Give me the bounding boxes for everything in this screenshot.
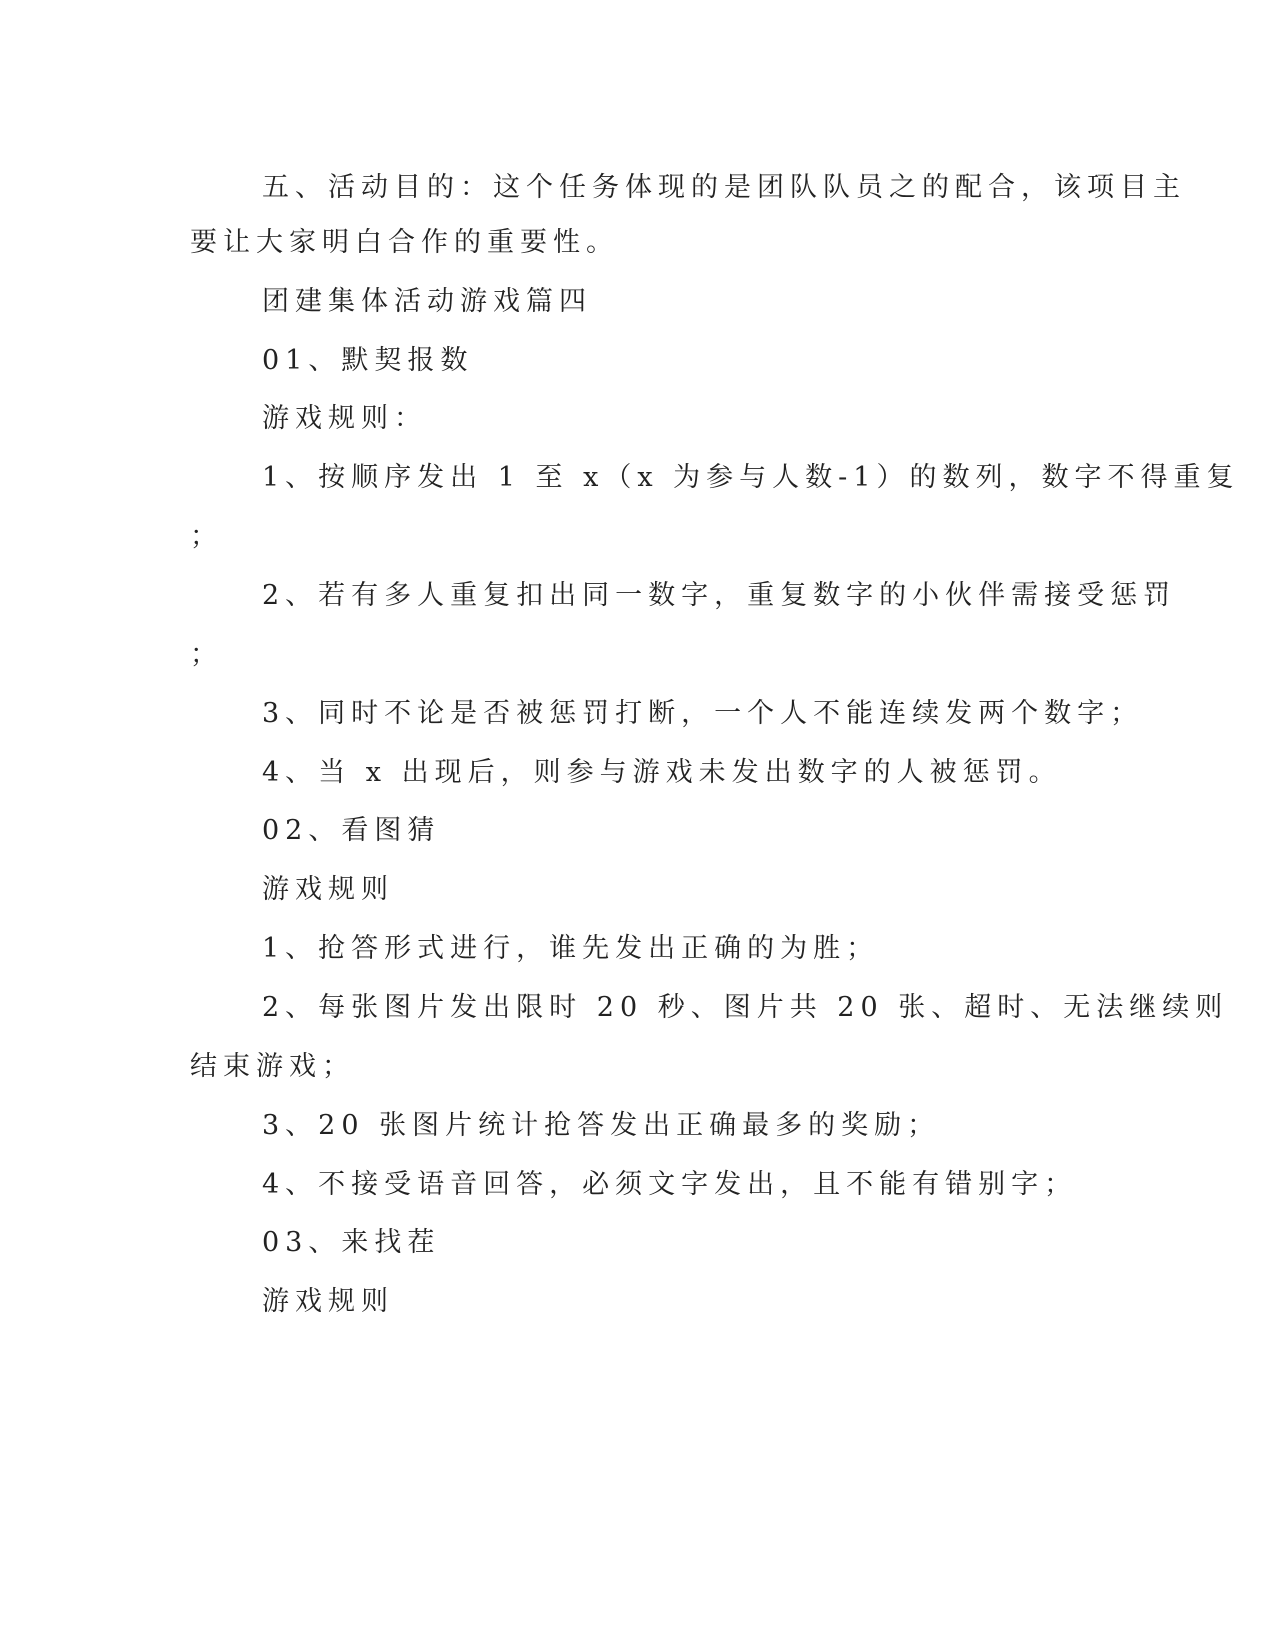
rule-item: 1、抢答形式进行，谁先发出正确的为胜； — [262, 933, 880, 964]
rule-item: 4、不接受语音回答，必须文字发出，且不能有错别字； — [262, 1169, 1078, 1200]
rule-item: 3、20 张图片统计抢答发出正确最多的奖励； — [262, 1110, 941, 1141]
rule-item: 2、每张图片发出限时 20 秒、图片共 20 张、超时、无法继续则 — [262, 992, 1229, 1023]
game-title: 01、默契报数 — [262, 345, 474, 376]
rules-label: 游戏规则 — [262, 874, 394, 905]
rule-item: 2、若有多人重复扣出同一数字，重复数字的小伙伴需接受惩罚 — [262, 580, 1177, 611]
paragraph-line: 五、活动目的：这个任务体现的是团队队员之的配合，该项目主 — [262, 172, 1186, 203]
rule-item-continuation: ； — [190, 521, 223, 552]
game-title: 03、来找茬 — [262, 1227, 441, 1258]
section-heading: 团建集体活动游戏篇四 — [262, 286, 592, 317]
rules-label: 游戏规则 — [262, 1286, 394, 1317]
rule-item-continuation: 结束游戏； — [190, 1051, 355, 1082]
rule-item-continuation: ； — [190, 639, 223, 670]
rule-item: 1、按顺序发出 1 至 x（x 为参与人数-1）的数列，数字不得重复 — [262, 462, 1240, 493]
rule-item: 4、当 x 出现后，则参与游戏未发出数字的人被惩罚。 — [262, 757, 1062, 788]
game-title: 02、看图猜 — [262, 815, 441, 846]
rule-item: 3、同时不论是否被惩罚打断，一个人不能连续发两个数字； — [262, 698, 1144, 729]
rules-label: 游戏规则： — [262, 403, 427, 434]
paragraph-line: 要让大家明白合作的重要性。 — [190, 227, 619, 258]
